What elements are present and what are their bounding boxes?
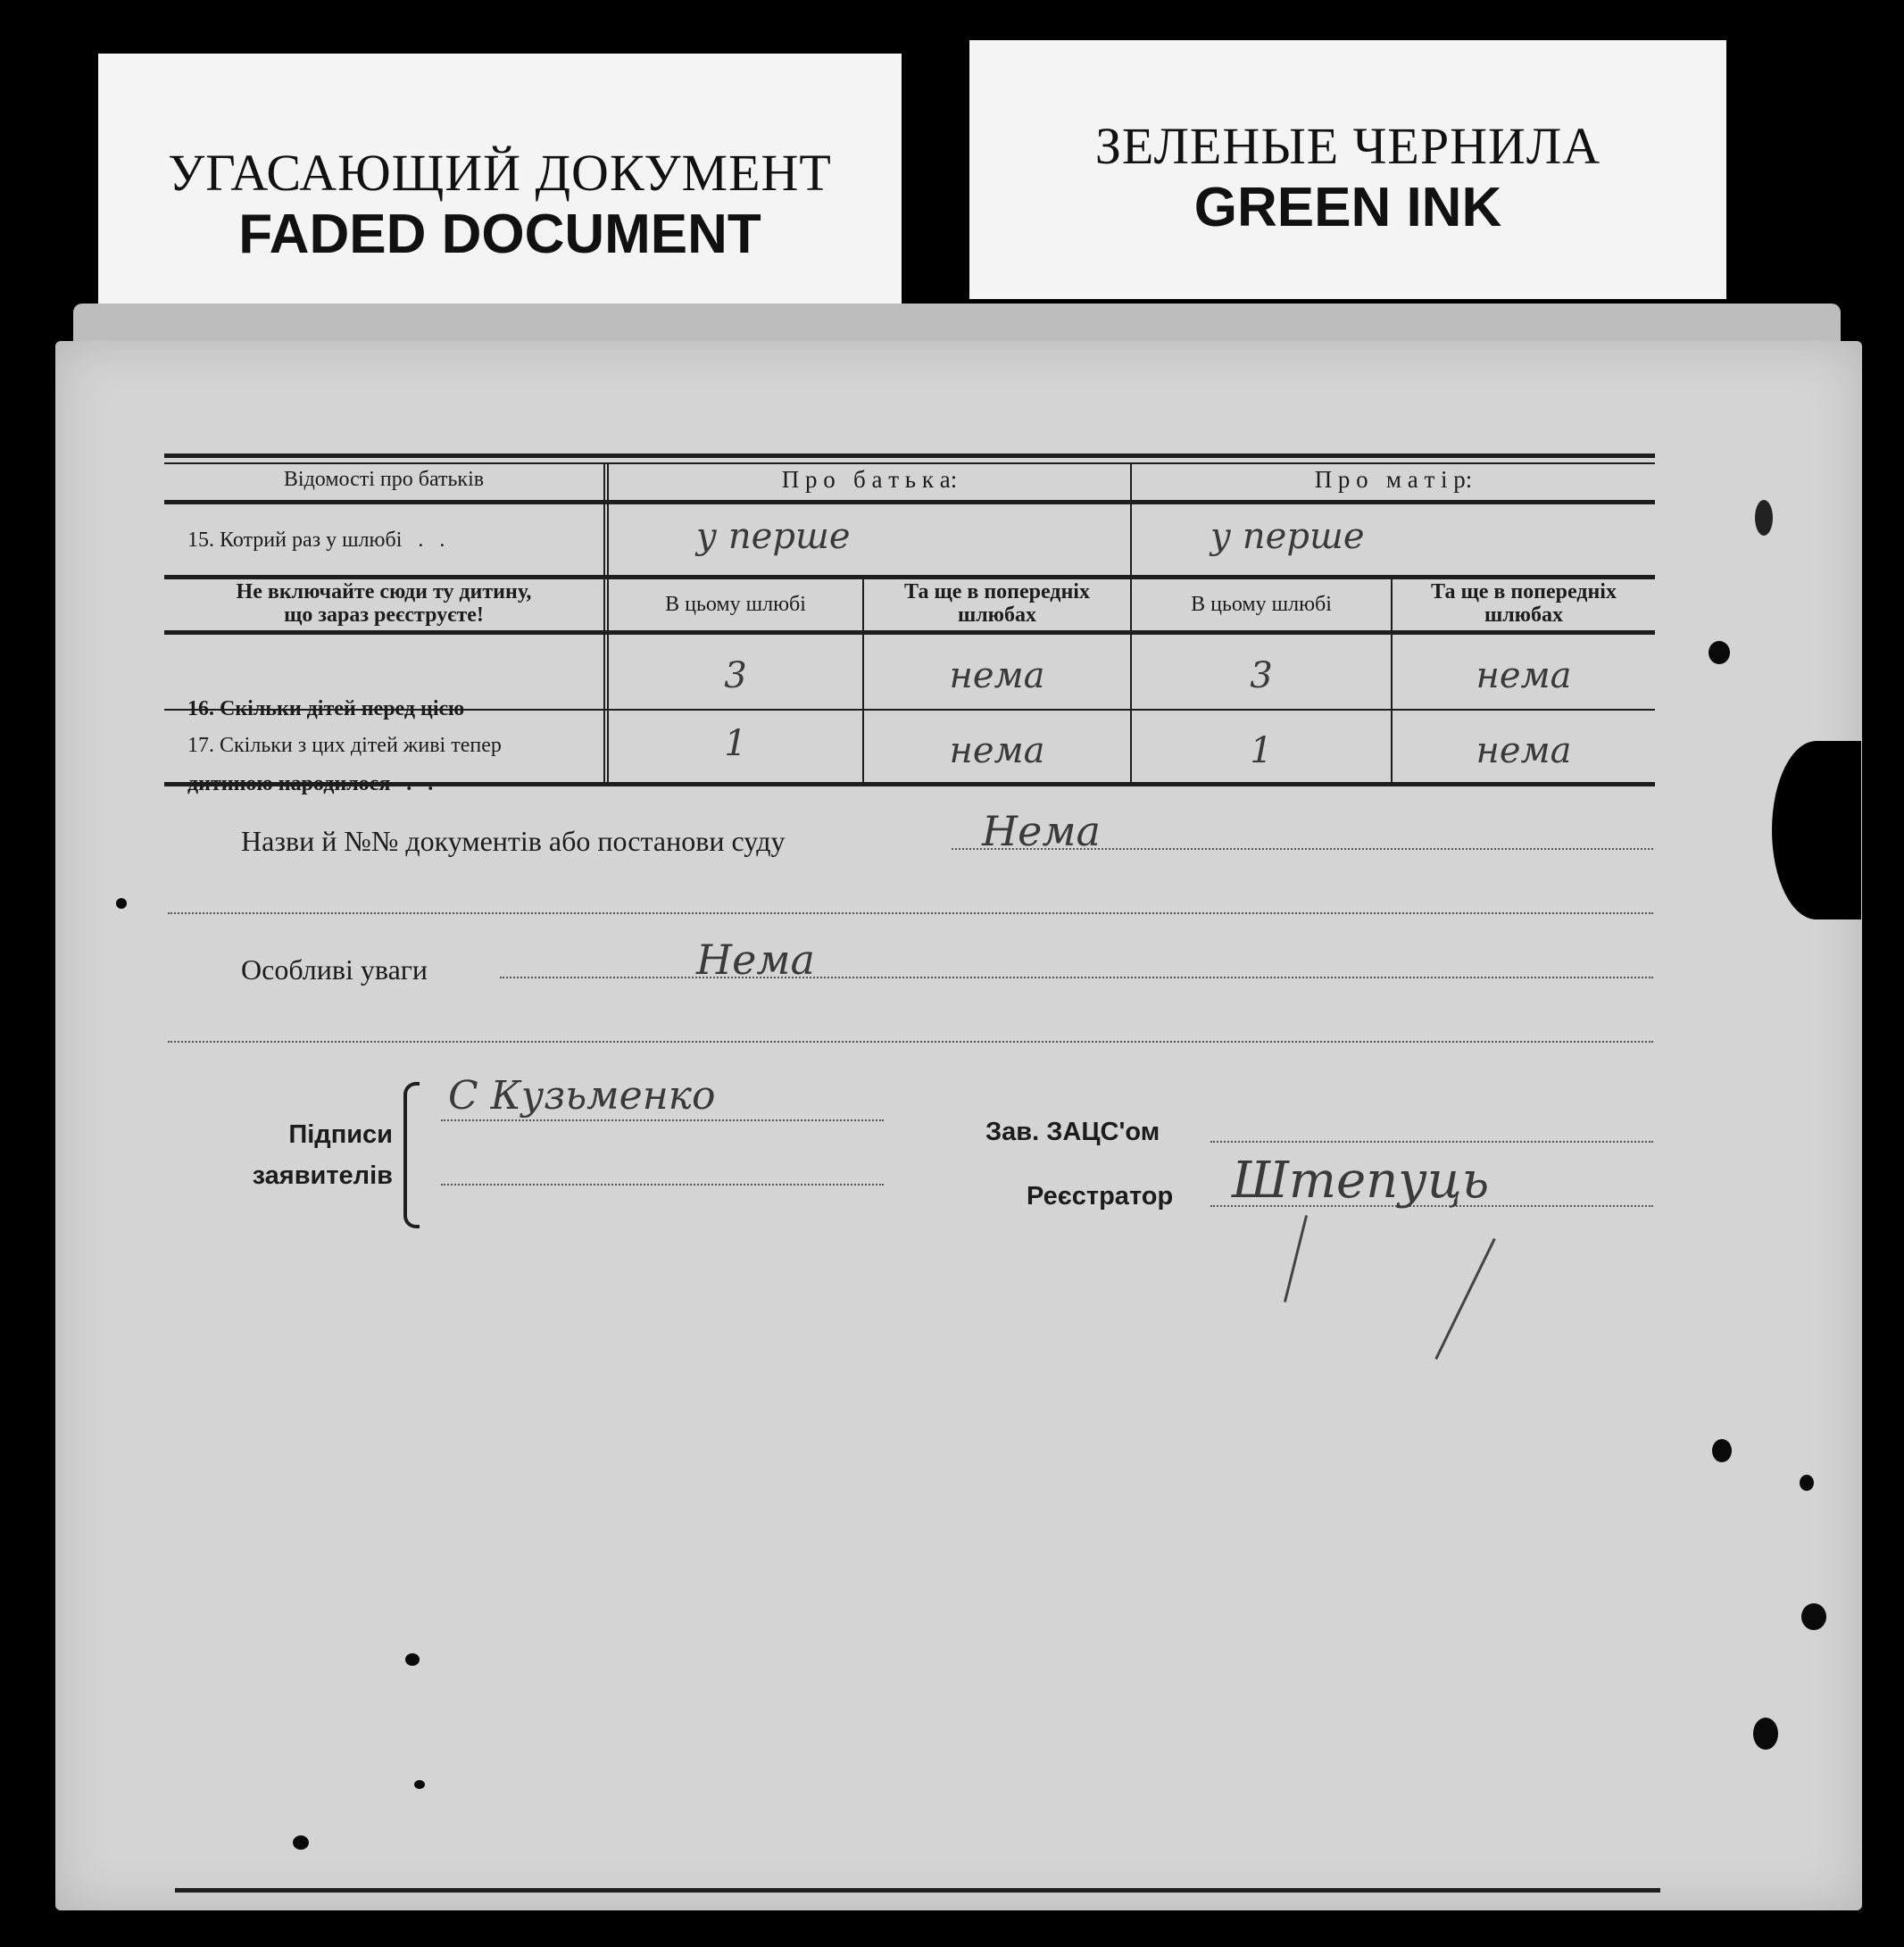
- ink-spot: [405, 1653, 420, 1666]
- ink-spot: [1755, 500, 1773, 536]
- exclude-note-line2: що зараз реєструєте!: [284, 603, 484, 627]
- torn-edge: [1772, 741, 1861, 919]
- exclude-note-line1: Не включайте сюди ту дитину,: [236, 580, 532, 603]
- header-parents-info: Відомості про батьків: [283, 468, 485, 491]
- ink-spot: [414, 1780, 425, 1789]
- ink-spot: [1753, 1718, 1778, 1750]
- row16-mother-this: 3: [1250, 655, 1273, 696]
- ink-spot: [116, 898, 127, 909]
- row15-rule: [164, 575, 1655, 579]
- mother-this-marriage: В цьому шлюбі: [1191, 593, 1332, 616]
- mother-prev-line1: Та ще в попередніх: [1431, 580, 1617, 603]
- registrar-label: Реєстратор: [1027, 1182, 1174, 1211]
- faded-document-label: [98, 54, 902, 304]
- documents-label: Назви й №№ документів або постанови суду: [241, 825, 786, 857]
- row15-father-value: у перше: [696, 516, 851, 557]
- ink-spot: [1712, 1439, 1732, 1462]
- zags-head-line: [1210, 1141, 1653, 1143]
- faded-label-ru: УГАСАЮЩИЙ ДОКУМЕНТ: [168, 144, 832, 202]
- remarks-line-2: [168, 1041, 1653, 1043]
- subheader-rule: [164, 630, 1655, 635]
- applicants-signatures-label: [232, 1114, 393, 1196]
- green-label-en: GREEN INK: [1193, 177, 1502, 238]
- applicant-sign-line-1: [441, 1119, 884, 1121]
- row17-father-this: 1: [724, 723, 747, 764]
- row15-label: 15. Котрий раз у шлюбі . .: [187, 528, 445, 552]
- green-ink-label: [969, 40, 1726, 299]
- ink-spot: [1801, 1603, 1826, 1630]
- row17-label: 17. Скільки з цих дітей живі тепер: [187, 734, 502, 757]
- green-label-ru: ЗЕЛЕНЫЕ ЧЕРНИЛА: [1094, 117, 1601, 175]
- remarks-value: Нема: [696, 936, 815, 984]
- applicant-sign-line-2: [441, 1184, 884, 1186]
- father-prev-line2: шлюбах: [957, 603, 1037, 627]
- row17-father-prev: нема: [949, 730, 1045, 771]
- header-father: П р о б а т ь к а:: [781, 466, 958, 493]
- applicants-line1: Підписи: [288, 1120, 393, 1149]
- row16-mother-prev: нема: [1476, 655, 1572, 696]
- row16-label-line1: 16. Скільки дітей перед цією: [187, 697, 465, 720]
- ink-spot: [1709, 641, 1730, 664]
- remarks-label: Особливі уваги: [241, 953, 428, 986]
- applicant-signature: С Кузьменко: [448, 1073, 716, 1119]
- documents-line-2: [168, 912, 1653, 914]
- father-prev-marriages: [864, 580, 1130, 627]
- row17-mother-prev: нема: [1476, 730, 1572, 771]
- exclude-note: [166, 580, 602, 627]
- row16-father-prev: нема: [949, 655, 1045, 696]
- col-divider-1: [603, 464, 605, 784]
- page-bottom-rule: [175, 1888, 1660, 1893]
- documents-line: [952, 848, 1653, 850]
- ink-spot: [293, 1835, 309, 1850]
- header-rule: [164, 500, 1655, 504]
- remarks-line: [500, 977, 1653, 978]
- row17-mother-this: 1: [1250, 730, 1273, 771]
- header-mother: П р о м а т і р:: [1314, 466, 1473, 493]
- registrar-signature: Штепуць: [1232, 1152, 1490, 1210]
- mother-prev-marriages: [1393, 580, 1655, 627]
- table-top-rule: [164, 453, 1655, 458]
- documents-value: Нема: [982, 807, 1101, 855]
- row15-mother-value: у перше: [1210, 516, 1365, 557]
- mother-prev-line2: шлюбах: [1484, 603, 1564, 627]
- table-top-rule-thin: [164, 462, 1655, 464]
- zags-head-label: Зав. ЗАЦС'ом: [985, 1118, 1160, 1146]
- signature-brace: [403, 1082, 420, 1228]
- father-prev-line1: Та ще в попередніх: [904, 580, 1090, 603]
- applicants-line2: заявителів: [252, 1161, 393, 1190]
- father-this-marriage: В цьому шлюбі: [665, 593, 806, 616]
- row16-label-line2: дитиною народилося . .: [187, 772, 434, 795]
- faded-label-en: FADED DOCUMENT: [238, 204, 761, 265]
- ink-spot: [1800, 1475, 1814, 1491]
- row16-father-this: 3: [724, 655, 747, 696]
